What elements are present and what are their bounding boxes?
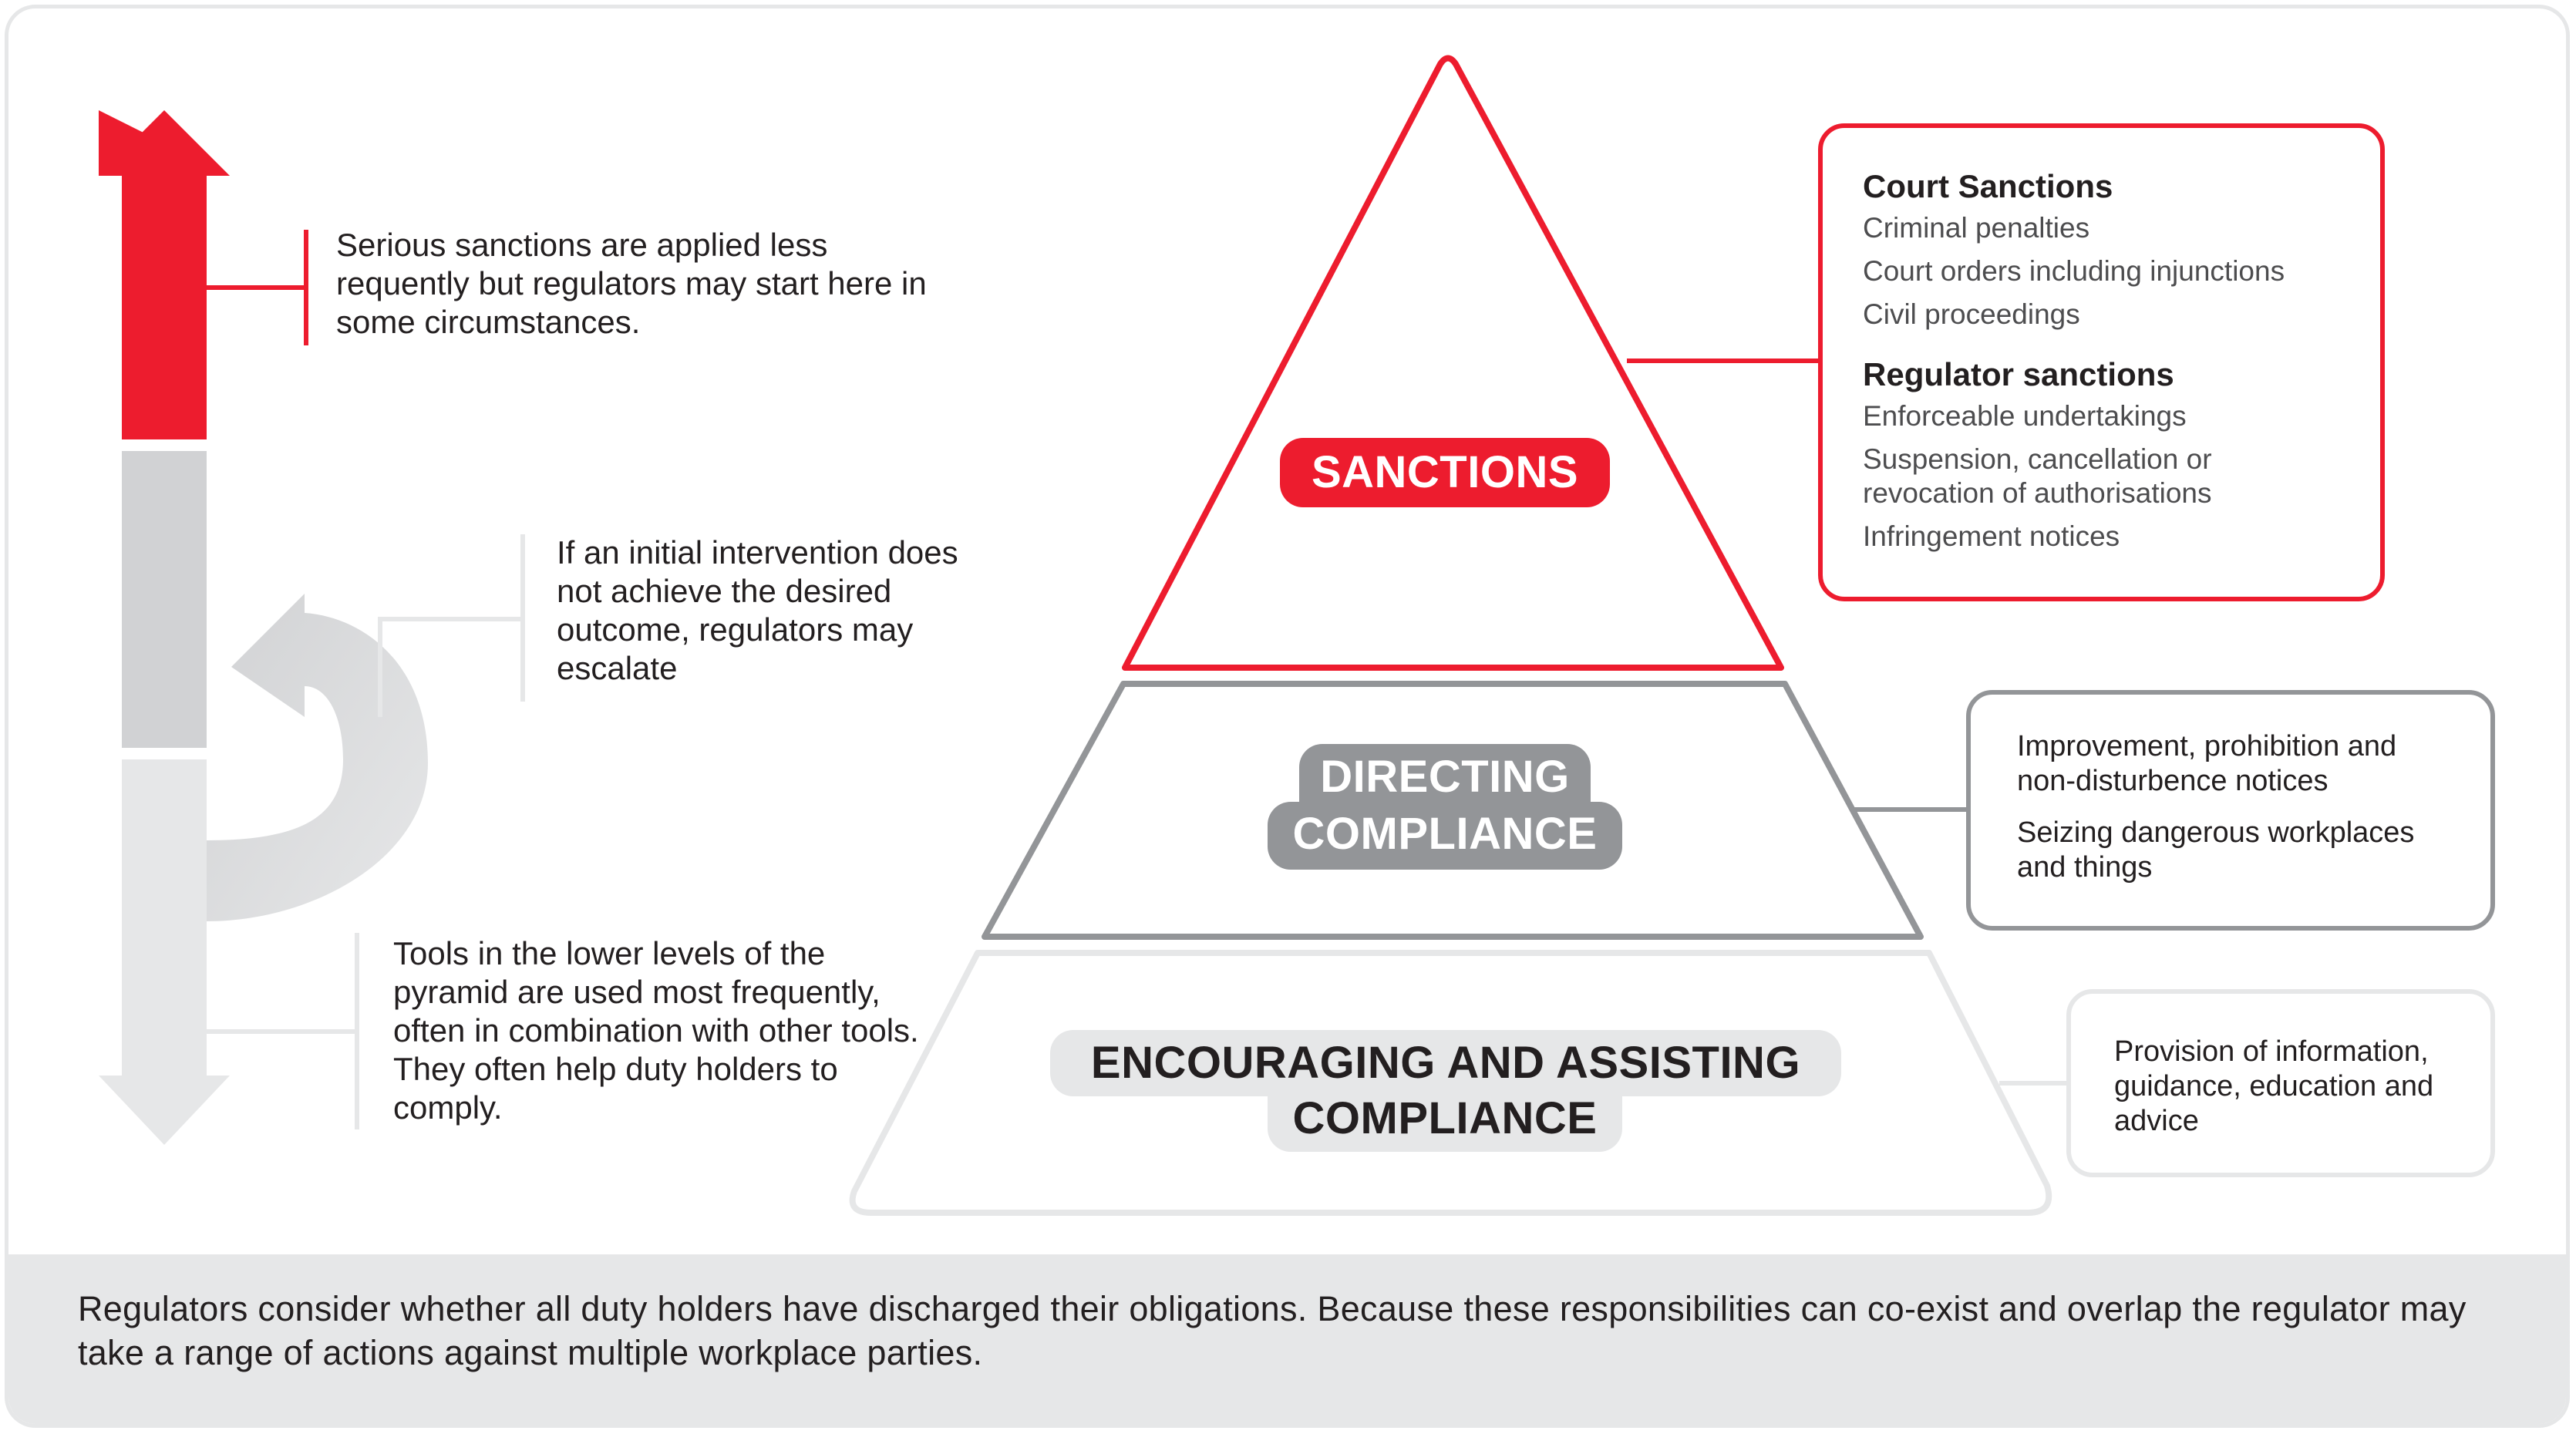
encouraging-label-text-2: COMPLIANCE [1292, 1093, 1598, 1143]
regulator-sanctions-heading: Regulator sanctions [1863, 356, 2174, 392]
directing-item: Improvement, prohibition and non-disturbence notices [2017, 730, 2397, 797]
regulator-sanction-item: Enforceable undertakings [1863, 400, 2187, 432]
encouraging-label-text-1: ENCOURAGING AND ASSISTING [1090, 1038, 1801, 1088]
footer-text: Regulators consider whether all duty holders have discharged their obligations. Because these responsibilities can co-exist and overlap the regulator may take a range of actions against multiple workplace parties. [78, 1289, 2467, 1372]
directing-item: Seizing dangerous workplaces and things [2017, 816, 2415, 884]
directing-label-text-1: DIRECTING [1320, 752, 1570, 802]
encouraging-box [2066, 989, 2495, 1177]
note-serious-sanctions: Serious sanctions are applied less requently but regulators may start here in some circumstances. [336, 227, 927, 340]
court-sanctions-heading: Court Sanctions [1863, 168, 2113, 204]
directing-label-line1 [1299, 744, 1591, 810]
encouraging-item: Provision of information, guidance, education and advice [2114, 1035, 2434, 1137]
sanctions-box [1818, 123, 2385, 601]
encouraging-label-line1 [1050, 1030, 1841, 1096]
note-lower-tools: Tools in the lower levels of the pyramid are used most frequently, often in combination with other tools. They often help duty holders to comply. [393, 935, 919, 1126]
arrow-light-segment [122, 759, 207, 1076]
regulator-sanction-item: Suspension, cancellation or revocation of authorisations [1863, 443, 2212, 509]
arrow-down-icon [99, 1076, 230, 1145]
note-escalate: If an initial intervention does not achieve the desired outcome, regulators may escalate [557, 534, 958, 686]
encouraging-label-line2 [1268, 1089, 1622, 1152]
arrow-grey-segment [122, 451, 207, 748]
court-sanction-item: Civil proceedings [1863, 298, 2080, 330]
regulator-sanction-item: Infringement notices [1863, 520, 2120, 552]
directing-label-line2 [1268, 802, 1622, 870]
escalate-arrow-icon [207, 594, 428, 921]
court-sanction-item: Court orders including injunctions [1863, 255, 2285, 287]
directing-label-text-2: COMPLIANCE [1292, 809, 1598, 859]
arrow-red-segment [122, 174, 207, 439]
sanctions-label [1280, 438, 1610, 507]
court-sanction-item: Criminal penalties [1863, 212, 2090, 244]
sanctions-label-text: SANCTIONS [1311, 447, 1579, 497]
directing-box [1966, 690, 2495, 931]
